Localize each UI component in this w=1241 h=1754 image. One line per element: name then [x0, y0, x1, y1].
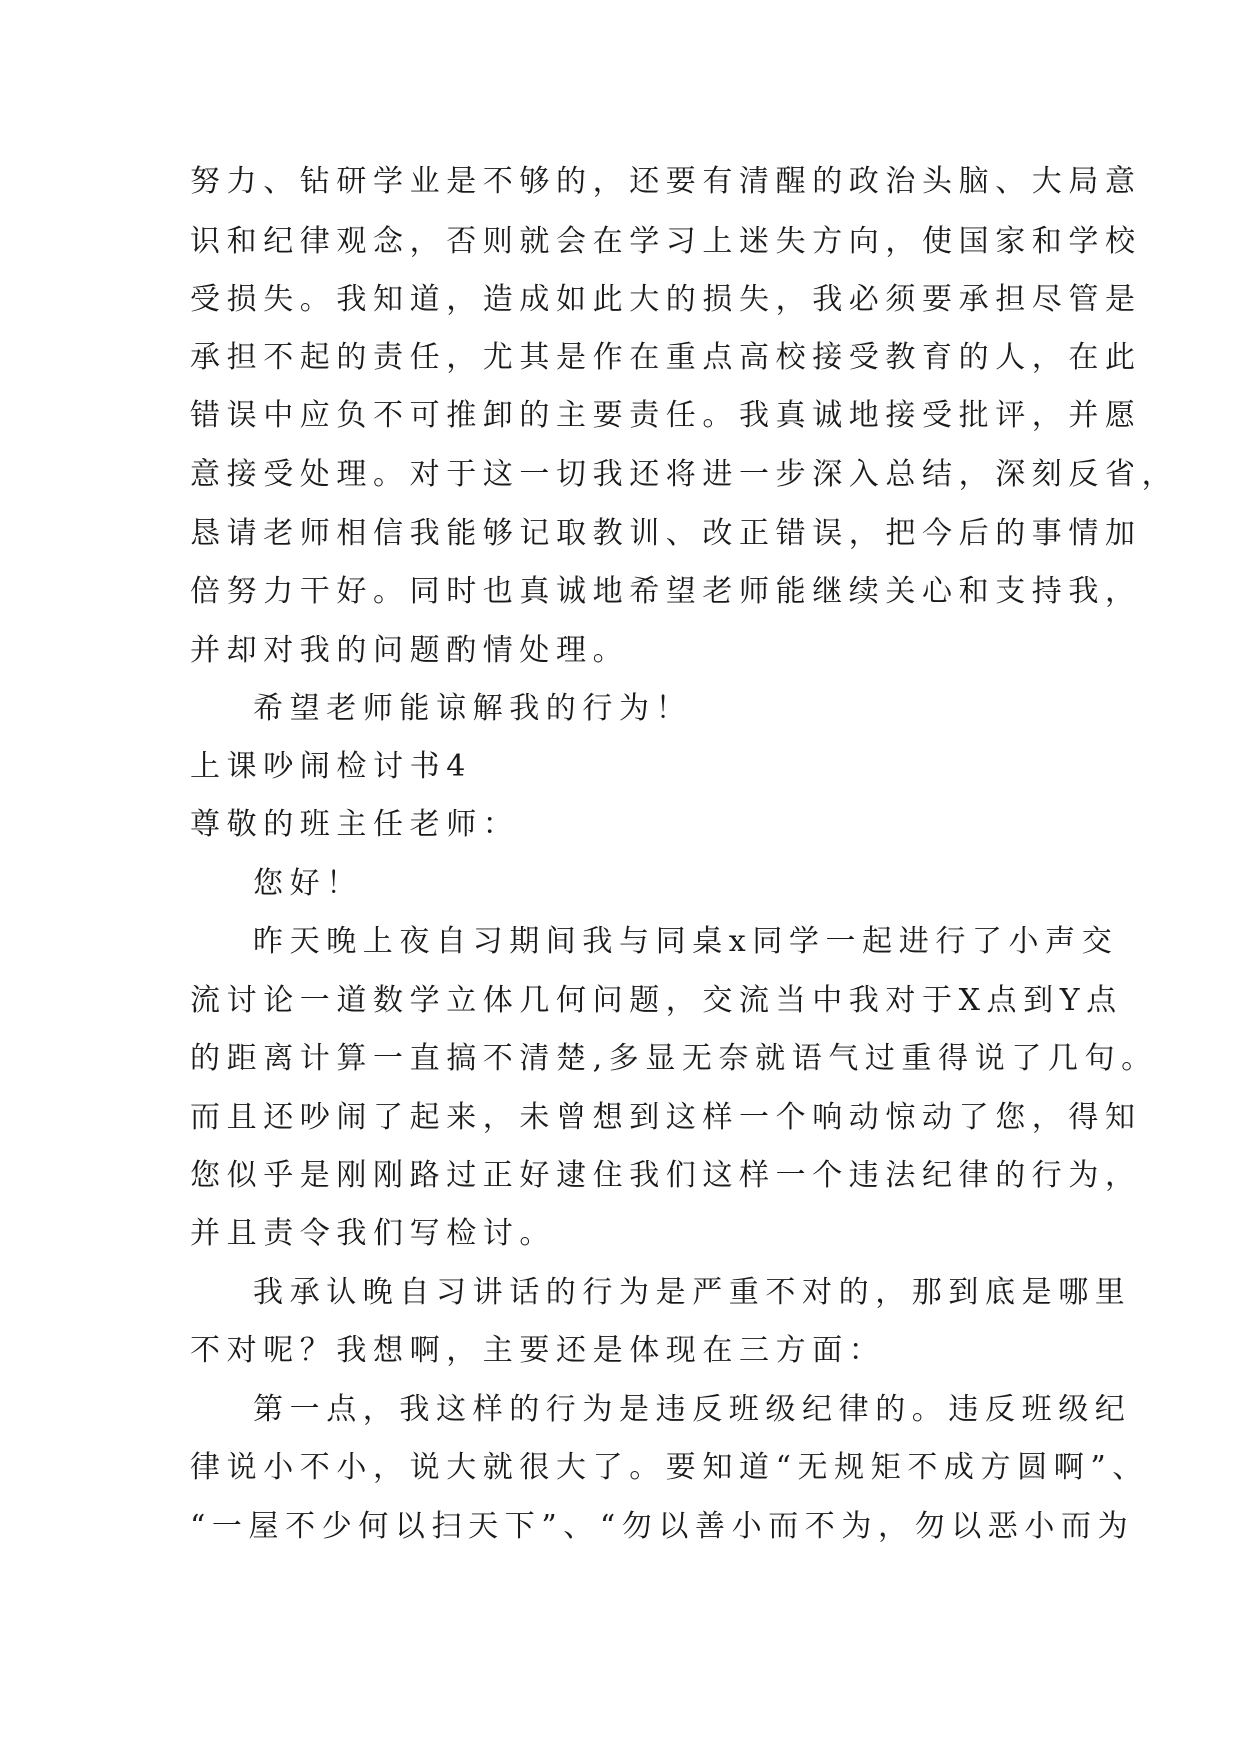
greeting: 您好！	[253, 866, 363, 901]
paragraph-line: 识和纪律观念，否则就会在学习上迷失方向，使国家和学校	[190, 224, 1142, 259]
paragraph-line: 努力、钻研学业是不够的，还要有清醒的政治头脑、大局意	[190, 164, 1142, 199]
paragraph-line: “一屋不少何以扫天下”、“勿以善小而不为，勿以恶小而为	[190, 1509, 1135, 1544]
paragraph-line: 并却对我的问题酌情处理。	[190, 633, 630, 668]
salutation: 尊敬的班主任老师：	[190, 807, 520, 842]
paragraph-line: 受损失。我知道，造成如此大的损失，我必须要承担尽管是	[190, 282, 1142, 317]
paragraph-line: 我承认晚自习讲话的行为是严重不对的，那到底是哪里	[253, 1275, 1132, 1310]
paragraph-line: 恳请老师相信我能够记取教训、改正错误，把今后的事情加	[190, 516, 1142, 551]
paragraph-line: 并且责令我们写检讨。	[190, 1216, 556, 1251]
paragraph-line: 的距离计算一直搞不清楚,多显无奈就语气过重得说了几句。	[190, 1041, 1158, 1076]
paragraph-line: 不对呢？我想啊，主要还是体现在三方面：	[190, 1333, 886, 1368]
section-title: 上课吵闹检讨书4	[190, 749, 472, 784]
paragraph-line: 而且还吵闹了起来，未曾想到这样一个响动惊动了您，得知	[190, 1100, 1142, 1135]
paragraph-line: 错误中应负不可推卸的主要责任。我真诚地接受批评，并愿	[190, 398, 1142, 433]
paragraph-line: 您似乎是刚刚路过正好逮住我们这样一个违法纪律的行为，	[190, 1158, 1142, 1193]
paragraph-line: 流讨论一道数学立体几何问题，交流当中我对于X点到Y点	[190, 983, 1123, 1018]
paragraph-line: 倍努力干好。同时也真诚地希望老师能继续关心和支持我，	[190, 574, 1142, 609]
paragraph-line: 第一点，我这样的行为是违反班级纪律的。违反班级纪	[253, 1392, 1132, 1427]
paragraph-line: 昨天晚上夜自习期间我与同桌x同学一起进行了小声交	[253, 924, 1119, 959]
paragraph-line: 意接受处理。对于这一切我还将进一步深入总结，深刻反省，	[190, 457, 1179, 492]
paragraph-line: 承担不起的责任，尤其是作在重点高校接受教育的人，在此	[190, 340, 1142, 375]
paragraph-line: 律说小不小，说大就很大了。要知道“无规矩不成方圆啊”、	[190, 1450, 1149, 1485]
closing-line: 希望老师能谅解我的行为！	[253, 691, 693, 726]
